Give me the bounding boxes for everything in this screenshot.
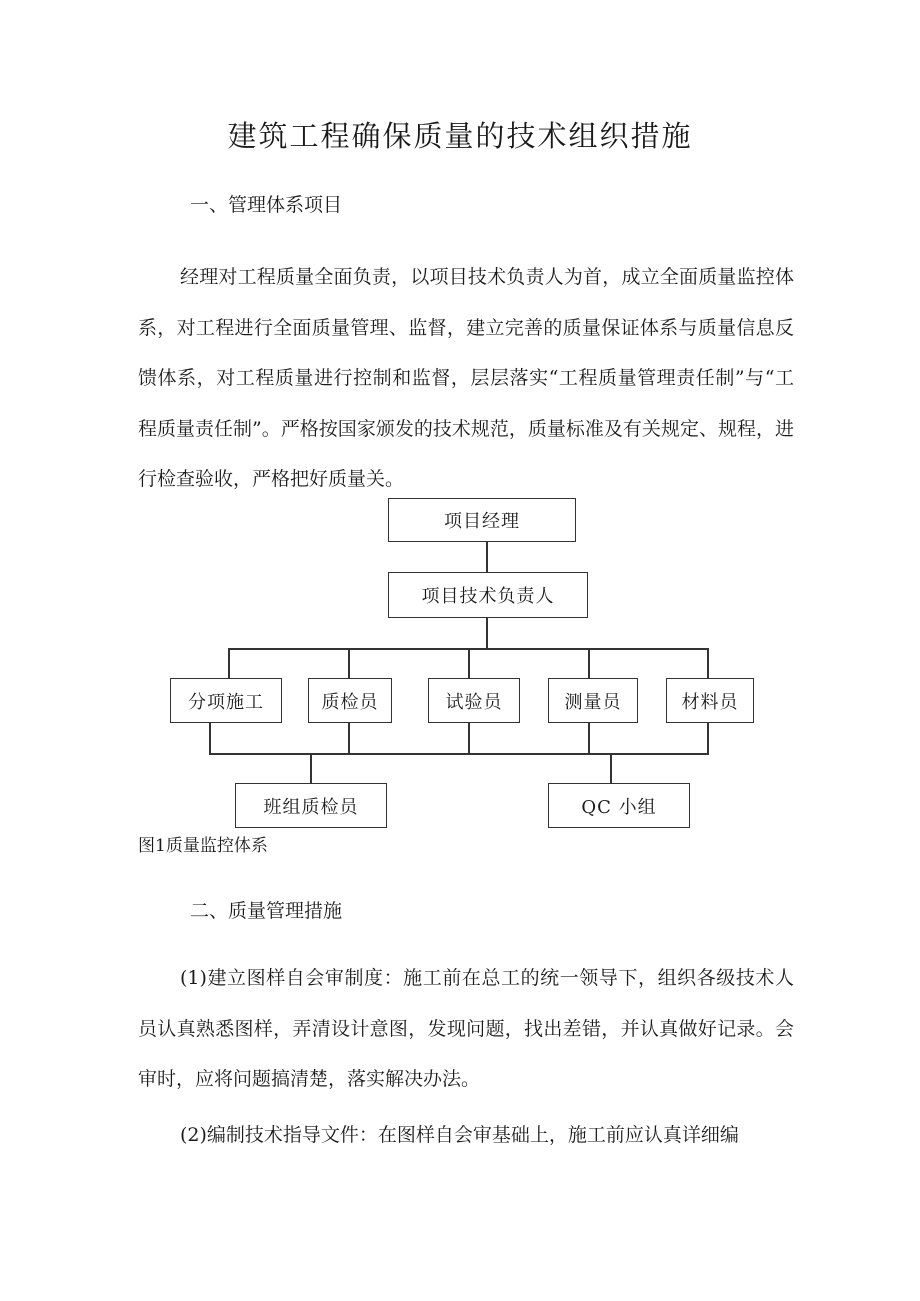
section-2-heading: 二、质量管理措施: [190, 900, 343, 922]
section-2-item-2: (2)编制技术指导文件：在图样自会审基础上，施工前应认真详细编: [180, 1124, 739, 1146]
connector-line: [228, 648, 230, 678]
org-box-technical-lead: 项目技术负责人: [388, 572, 588, 618]
connector-line: [310, 753, 312, 783]
connector-line: [588, 648, 590, 678]
figure-caption: 图1质量监控体系: [138, 836, 268, 856]
org-box-team-quality-inspector: 班组质检员: [235, 783, 387, 828]
connector-line: [486, 618, 488, 648]
connector-line: [707, 648, 709, 678]
connector-line: [468, 723, 470, 753]
connector-line: [707, 723, 709, 753]
connector-line: [468, 648, 470, 678]
org-box-project-manager: 项目经理: [388, 498, 576, 542]
connector-line: [228, 648, 708, 650]
connector-line: [588, 723, 590, 753]
org-box-qc-group: QC 小组: [548, 783, 690, 828]
section-1-heading: 一、管理体系项目: [190, 194, 343, 216]
org-box-subitem-construction: 分项施工: [170, 678, 282, 723]
document-title: 建筑工程确保质量的技术组织措施: [227, 119, 693, 153]
connector-line: [486, 542, 488, 572]
org-box-tester: 试验员: [428, 678, 520, 723]
connector-line: [610, 753, 612, 783]
org-box-quality-inspector: 质检员: [308, 678, 392, 723]
section-1-paragraph: 经理对工程质量全面负责，以项目技术负责人为首，成立全面质量监控体系，对工程进行全面质量管理、监督，建立完善的质量保证体系与质量信息反馈体系，对工程质量进行控制和监督，层层落实“工程质量管理责任制”与“工程质量责任制”。严格按国家颁发的技术规范，质量标准及有关规定、规程，进行检查验收，严格把好质量关。: [138, 266, 794, 490]
org-box-materials-officer: 材料员: [666, 678, 754, 723]
connector-line: [348, 723, 350, 753]
section-2-item-1: (1)建立图样自会审制度：施工前在总工的统一领导下，组织各级技术人员认真熟悉图样，弄清设计意图，发现问题，找出差错，并认真做好记录。会审时，应将问题搞清楚，落实解决办法。: [138, 967, 794, 1090]
connector-line: [209, 753, 709, 755]
connector-line: [348, 648, 350, 678]
org-box-surveyor: 测量员: [548, 678, 638, 723]
connector-line: [209, 723, 211, 753]
